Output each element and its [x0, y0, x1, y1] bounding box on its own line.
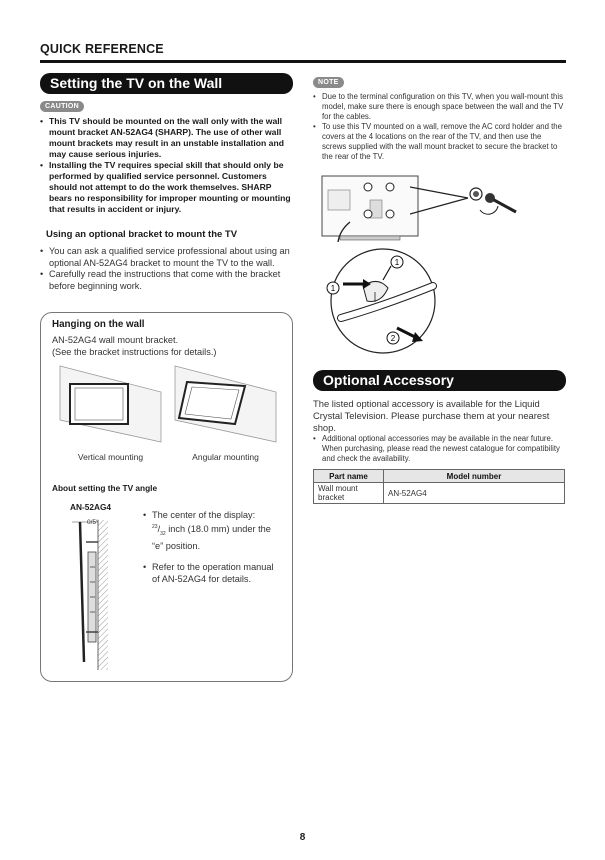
accessory-table	[313, 469, 565, 504]
center-text-before: The center of the display:	[152, 510, 256, 520]
table-row	[314, 483, 565, 504]
table-header-row	[314, 470, 565, 483]
tv-angle-diagram	[66, 512, 126, 672]
list-item: • Additional optional accessories may be available in the near future. When purchasing, please read the newest catalogue for compatibility and check the availability.	[313, 434, 566, 464]
marker-1a: 1	[394, 258, 400, 267]
list-item: • You can ask a qualified service professional about using an optional AN-52AG4 bracket to mount the TV to the wall.	[40, 246, 293, 269]
box-text-line: AN-52AG4 wall mount bracket.	[52, 335, 179, 345]
center-text-after: inch (18.0 mm) under the “e” position.	[152, 524, 271, 551]
vertical-mounting-illustration	[58, 364, 163, 444]
tv-rear-diagram	[320, 172, 420, 242]
page-header-title: QUICK REFERENCE	[40, 42, 164, 56]
list-item: • Refer to the operation manual of AN-52AG4 for details.	[143, 561, 283, 585]
optional-accessory-intro: The listed optional accessory is available for the Liquid Crystal Television. Please purchase them at your nearest shop.	[313, 398, 550, 433]
screw-leader-lines	[410, 176, 520, 220]
table-header-model: Model number	[384, 470, 565, 483]
note-item: • To use this TV mounted on a wall, remove the AC cord holder and the covers at the 4 locations on the rear of the TV, and then use the screws supplied with the wall mount bracket to secure the bracket to the rear of the TV.	[313, 122, 566, 162]
note-list	[313, 92, 566, 162]
caution-item: • Installing the TV requires special skill that should only be performed by qualified service personnel. Customers should not attempt to do the work themselves. SHARP bears no responsibility for improper mounting or mounting that results in accident or injury.	[40, 160, 293, 215]
caution-badge: CAUTION	[40, 101, 84, 112]
caption-angular: Angular mounting	[192, 452, 259, 462]
box-title: Hanging on the wall	[52, 319, 145, 330]
table-cell-model: AN-52AG4	[384, 483, 565, 504]
note-badge: NOTE	[313, 77, 344, 88]
box-text-line: (See the bracket instructions for details.)	[52, 347, 217, 357]
subheading-optional-bracket: Using an optional bracket to mount the TV	[46, 229, 238, 240]
list-item: • The center of the display: $^{23}/_{32}$ inch (18.0 mm) under the “e” position.	[143, 509, 283, 552]
section-title-wall: Setting the TV on the Wall	[40, 73, 293, 94]
box-description	[52, 334, 282, 358]
cord-holder-diagram	[323, 246, 443, 356]
note-item: • Due to the terminal configuration on this TV, when you wall-mount this model, make sure there is enough space between the wall and the TV for the cables.	[313, 92, 566, 122]
angle-marker-label: 0/5°	[87, 519, 99, 526]
angle-info-list	[143, 509, 283, 594]
marker-2: 2	[390, 334, 396, 343]
caution-item: • This TV should be mounted on the wall only with the wall mount bracket AN-52AG4 (SHARP). The use of other wall mount brackets may result in an unstable installation and may cause serious injuries.	[40, 116, 293, 160]
page-number: 8	[299, 832, 306, 843]
bracket-info-list	[40, 246, 293, 292]
list-item: • Carefully read the instructions that come with the bracket before beginning work.	[40, 269, 293, 292]
section-title-optional-accessory: Optional Accessory	[313, 370, 566, 391]
fraction-denominator: 32	[160, 530, 166, 537]
model-label: AN-52AG4	[70, 502, 112, 512]
angular-mounting-illustration	[173, 364, 278, 444]
header-rule	[40, 60, 566, 63]
optional-accessory-list	[313, 434, 566, 464]
angle-heading: About setting the TV angle	[52, 483, 158, 493]
table-cell-part: Wall mount bracket	[314, 483, 384, 504]
caution-list	[40, 116, 293, 215]
fraction-numerator: 23	[152, 524, 158, 530]
caption-vertical: Vertical mounting	[77, 452, 144, 462]
table-header-part: Part name	[314, 470, 384, 483]
marker-1b: 1	[330, 284, 336, 293]
